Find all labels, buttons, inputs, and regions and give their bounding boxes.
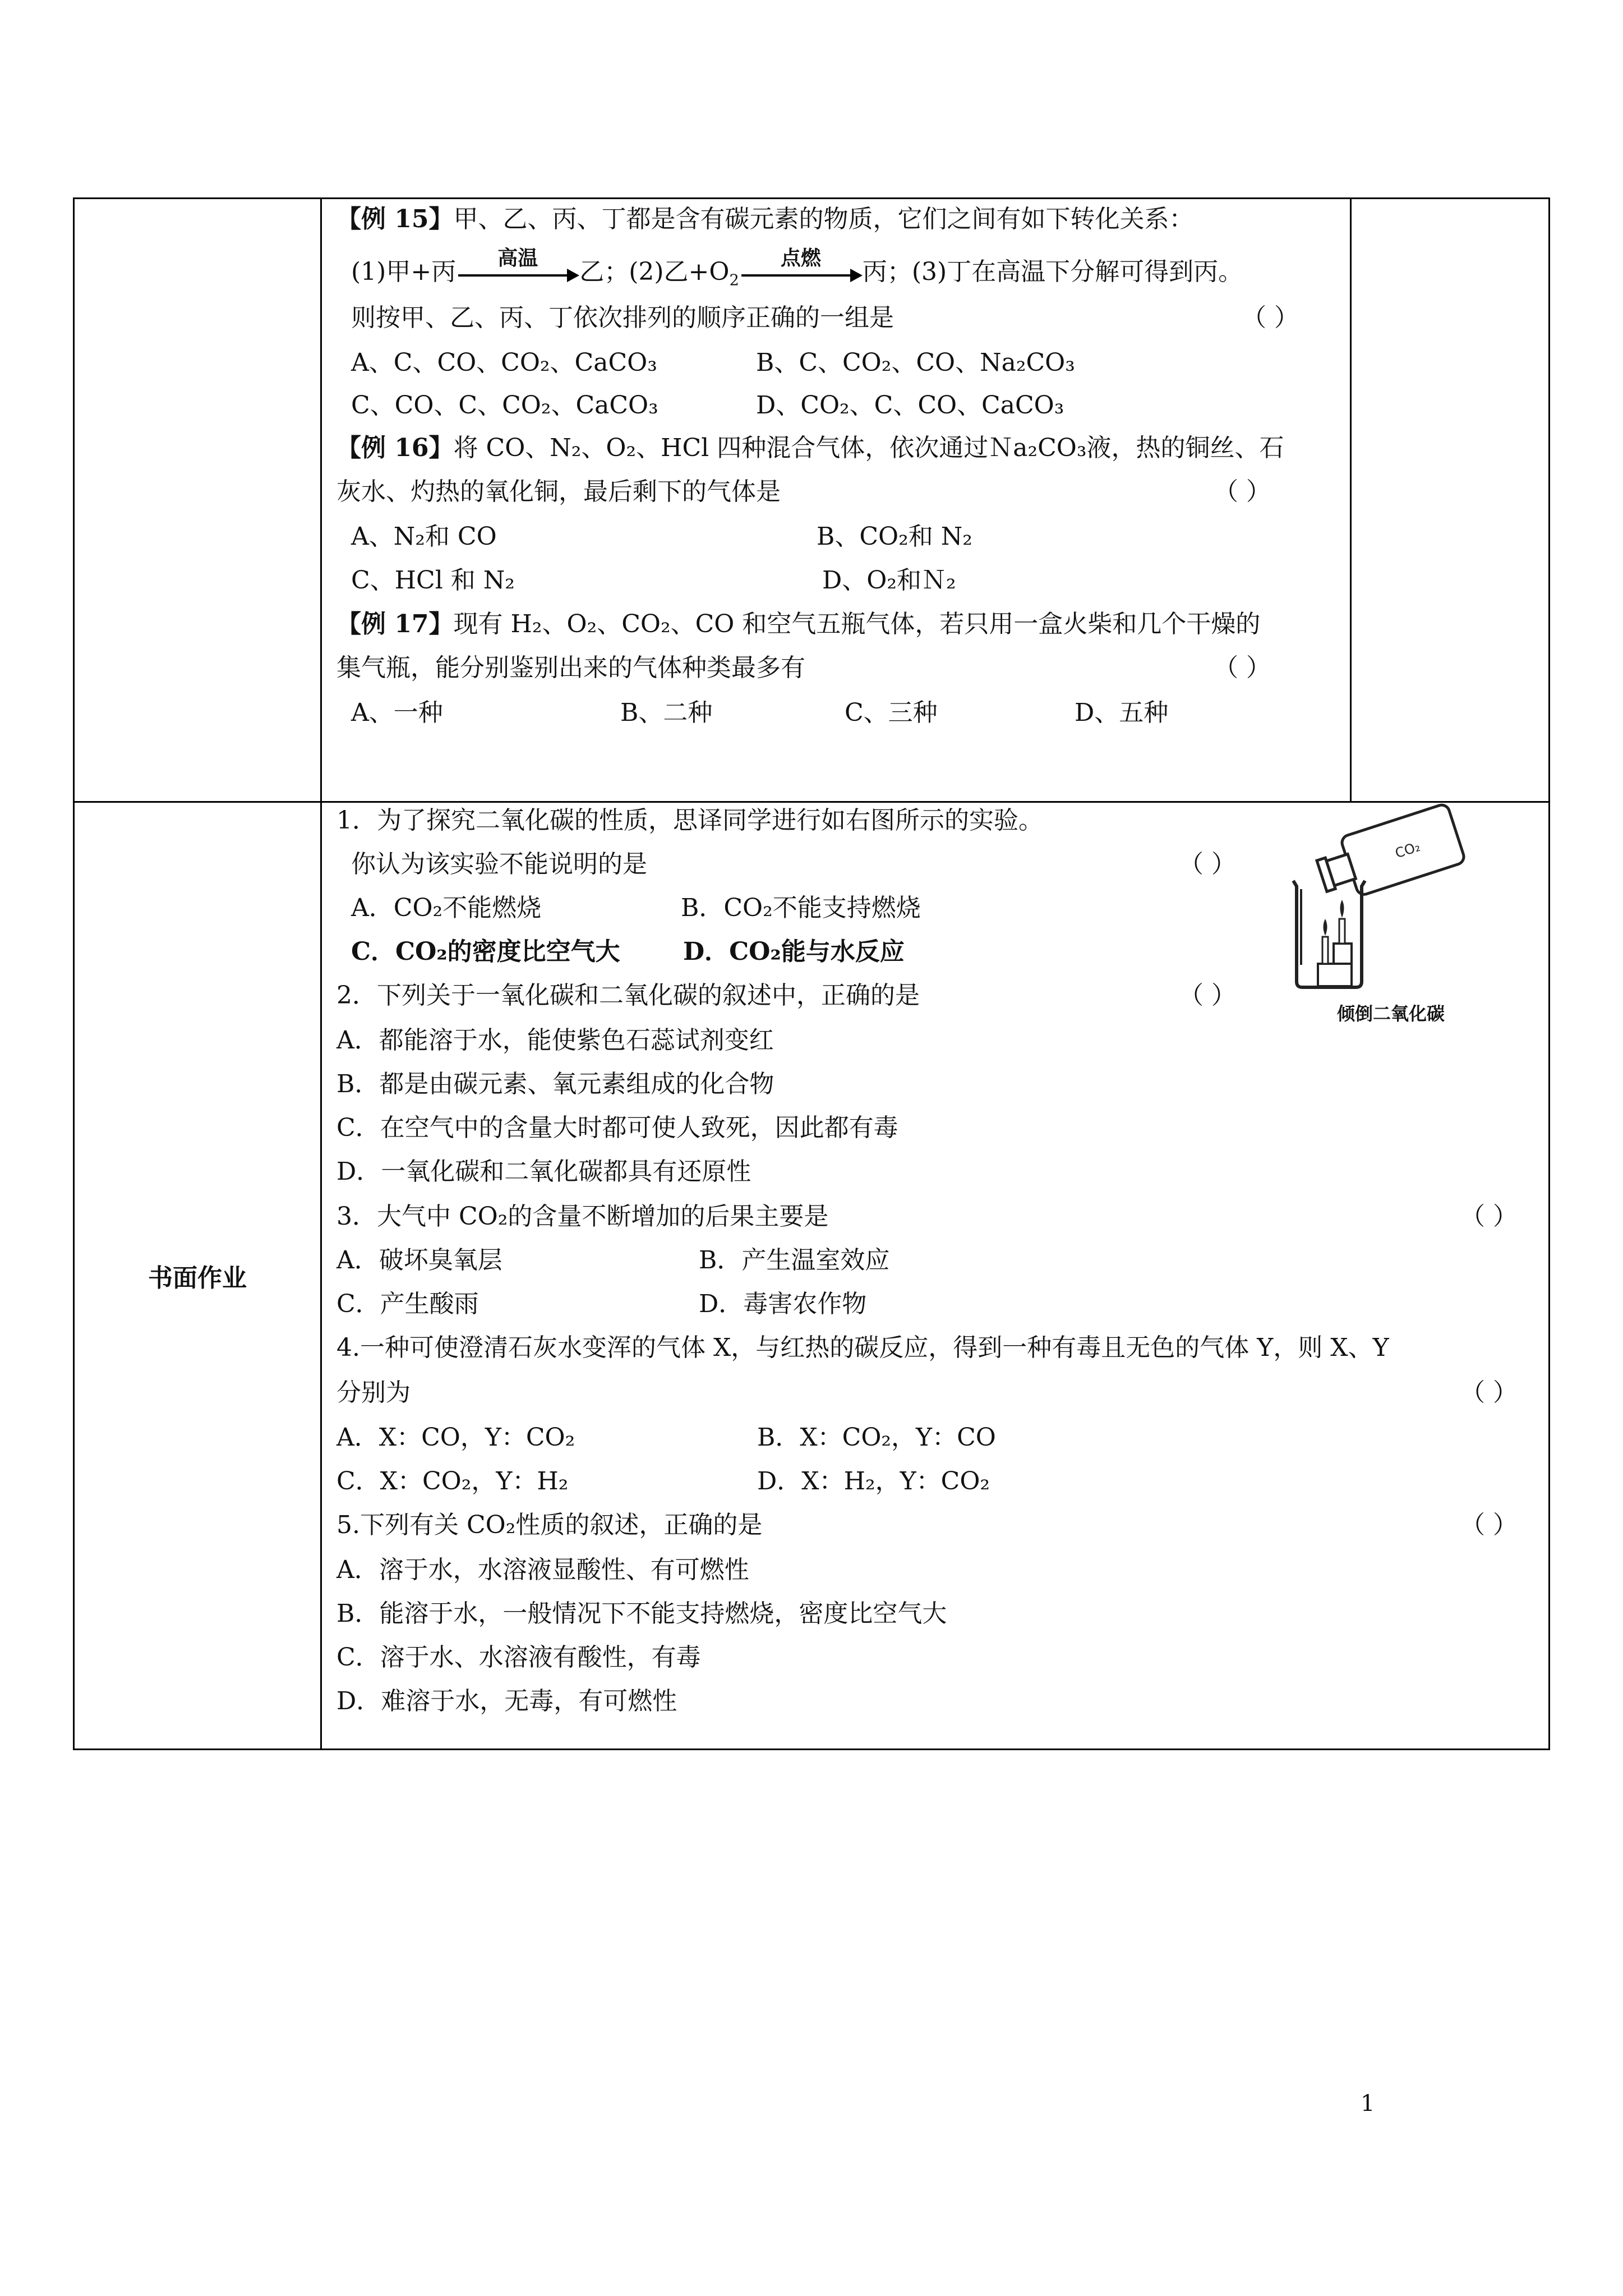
- ex16-text-2: 灰水、灼热的氧化铜，最后剩下的气体是: [336, 477, 781, 506]
- q1-option-d: D．CO₂能与水反应: [683, 937, 905, 966]
- reaction-arrow-1: [456, 247, 579, 289]
- example-row: [74, 199, 1550, 802]
- homework-label: 书面作业: [74, 802, 321, 1750]
- q1-option-c: C．CO₂的密度比空气大: [351, 937, 620, 966]
- q5-text: 5.下列有关 CO₂性质的叙述，正确的是: [336, 1511, 763, 1539]
- ex16-option-c: C、HCl 和 N₂: [351, 566, 515, 595]
- q1-option-a: A．CO₂不能燃烧: [351, 894, 542, 922]
- pouring-co2-illustration: [1284, 797, 1481, 999]
- q1-text: 1．为了探究二氧化碳的性质，思译同学进行如右图所示的实验。: [336, 806, 1043, 835]
- q4-option-c: C．X：CO₂，Y：H₂: [336, 1467, 569, 1496]
- ex15-option-d: D、CO₂、C、CO、CaCO₃: [756, 391, 1064, 420]
- ex15-text: 甲、乙、丙、丁都是含有碳元素的物质，它们之间有如下转化关系：: [453, 205, 1194, 233]
- ex16-line: [336, 431, 1284, 465]
- ex17-option-d: D、五种: [1075, 698, 1169, 727]
- eq-part2: 乙；(2)乙+O: [579, 257, 730, 286]
- q1-option-b: B．CO₂不能支持燃烧: [681, 894, 921, 922]
- reaction-arrow-2: [739, 247, 863, 289]
- q3-answer-paren: （ ）: [1460, 1202, 1518, 1231]
- figure-caption: 倾倒二氧化碳: [1336, 1003, 1445, 1024]
- q5-option-b: B．能溶于水，一般情况下不能支持燃烧，密度比空气大: [336, 1599, 947, 1628]
- ex16-text: 将 CO、N₂、O₂、HCl 四种混合气体，依次通过Ｎa₂CO₃液，热的铜丝、石: [453, 434, 1284, 462]
- q2-answer-paren: （ ）: [1179, 981, 1236, 1010]
- q2-option-c: C．在空气中的含量大时都可使人致死，因此都有毒: [336, 1114, 898, 1142]
- q5-option-a: A．溶于水，水溶液显酸性、有可燃性: [336, 1556, 749, 1584]
- ex17-text: 现有 H₂、O₂、CO₂、CO 和空气五瓶气体，若只用一盒火柴和几个干燥的: [453, 610, 1261, 638]
- ex15-option-c: C、CO、C、CO₂、CaCO₃: [351, 391, 658, 420]
- ex17-option-c: C、三种: [845, 698, 938, 727]
- eq-condition-1: 高温: [497, 247, 538, 270]
- ex16-title: 【例 16】: [336, 434, 454, 462]
- q2-option-a: A．都能溶于水，能使紫色石蕊试剂变红: [336, 1026, 774, 1055]
- q5-option-c: C．溶于水、水溶液有酸性，有毒: [336, 1643, 701, 1672]
- ex15-line: [336, 203, 1194, 236]
- ex17-title: 【例 17】: [336, 610, 454, 638]
- q2-option-d: D．一氧化碳和二氧化碳都具有还原性: [336, 1157, 751, 1186]
- q3-option-b: B．产生温室效应: [699, 1246, 890, 1274]
- q2-text: 2．下列关于一氧化碳和二氧化碳的叙述中，正确的是: [336, 981, 920, 1010]
- ex17-option-a: A、一种: [351, 698, 443, 727]
- experiment-figure: [1284, 797, 1481, 1032]
- bottle-label: CO₂: [1393, 838, 1422, 862]
- example-content: [321, 199, 1351, 802]
- example-row-label: [74, 199, 321, 802]
- ex15-answer-paren: （ ）: [1242, 303, 1299, 332]
- ex16-answer-paren: （ ）: [1214, 477, 1271, 506]
- eq-part1: (1)甲+丙: [351, 257, 457, 286]
- ex15-equation: [351, 247, 1243, 289]
- q1-answer-paren: （ ）: [1179, 850, 1236, 878]
- ex17-text-2: 集气瓶，能分别鉴别出来的气体种类最多有: [336, 654, 805, 682]
- ex17-answer-paren: （ ）: [1214, 654, 1271, 682]
- q4-text-2: 分别为: [336, 1378, 411, 1407]
- eq-part3: 丙；(3)丁在高温下分解可得到丙。: [862, 257, 1243, 286]
- ex17-line: [336, 608, 1260, 641]
- ex15-option-b: B、C、CO₂、CO、Na₂CO₃: [756, 348, 1075, 377]
- q2-option-b: B．都是由碳元素、氧元素组成的化合物: [336, 1070, 774, 1098]
- ex15-option-a: A、C、CO、CO₂、CaCO₃: [351, 348, 657, 377]
- q3-option-c: C．产生酸雨: [336, 1290, 479, 1318]
- eq-condition-2: 点燃: [780, 247, 821, 270]
- ex15-title: 【例 15】: [336, 205, 454, 233]
- q5-answer-paren: （ ）: [1460, 1511, 1518, 1539]
- q4-option-d: D．X：H₂，Y：CO₂: [757, 1467, 990, 1496]
- q3-option-d: D．毒害农作物: [699, 1290, 867, 1318]
- ex17-option-b: B、二种: [620, 698, 713, 727]
- q3-option-a: A．破坏臭氧层: [336, 1246, 502, 1274]
- page-number: 1: [1361, 2091, 1375, 2116]
- q4-option-a: A．X：CO，Y：CO₂: [336, 1423, 575, 1452]
- q5-option-d: D．难溶于水，无毒，有可燃性: [336, 1687, 677, 1715]
- q4-answer-paren: （ ）: [1460, 1378, 1518, 1407]
- ex16-option-a: A、N₂和 CO: [351, 522, 497, 551]
- example-notes-cell: [1351, 199, 1550, 802]
- q4-option-b: B．X：CO₂，Y：CO: [757, 1423, 996, 1452]
- ex16-option-d: D、O₂和Ｎ₂: [822, 566, 956, 595]
- q3-text: 3．大气中 CO₂的含量不断增加的后果主要是: [336, 1202, 829, 1231]
- eq-sub2: 2: [729, 272, 739, 289]
- q4-text: 4.一种可使澄清石灰水变浑的气体 X，与红热的碳反应，得到一种有毒且无色的气体 Y，则 X、Y: [336, 1333, 1389, 1362]
- ex15-question: 则按甲、乙、丙、丁依次排列的顺序正确的一组是: [351, 303, 894, 332]
- q1-text-2: 你认为该实验不能说明的是: [351, 850, 647, 878]
- ex16-option-b: B、CO₂和 N₂: [817, 522, 972, 551]
